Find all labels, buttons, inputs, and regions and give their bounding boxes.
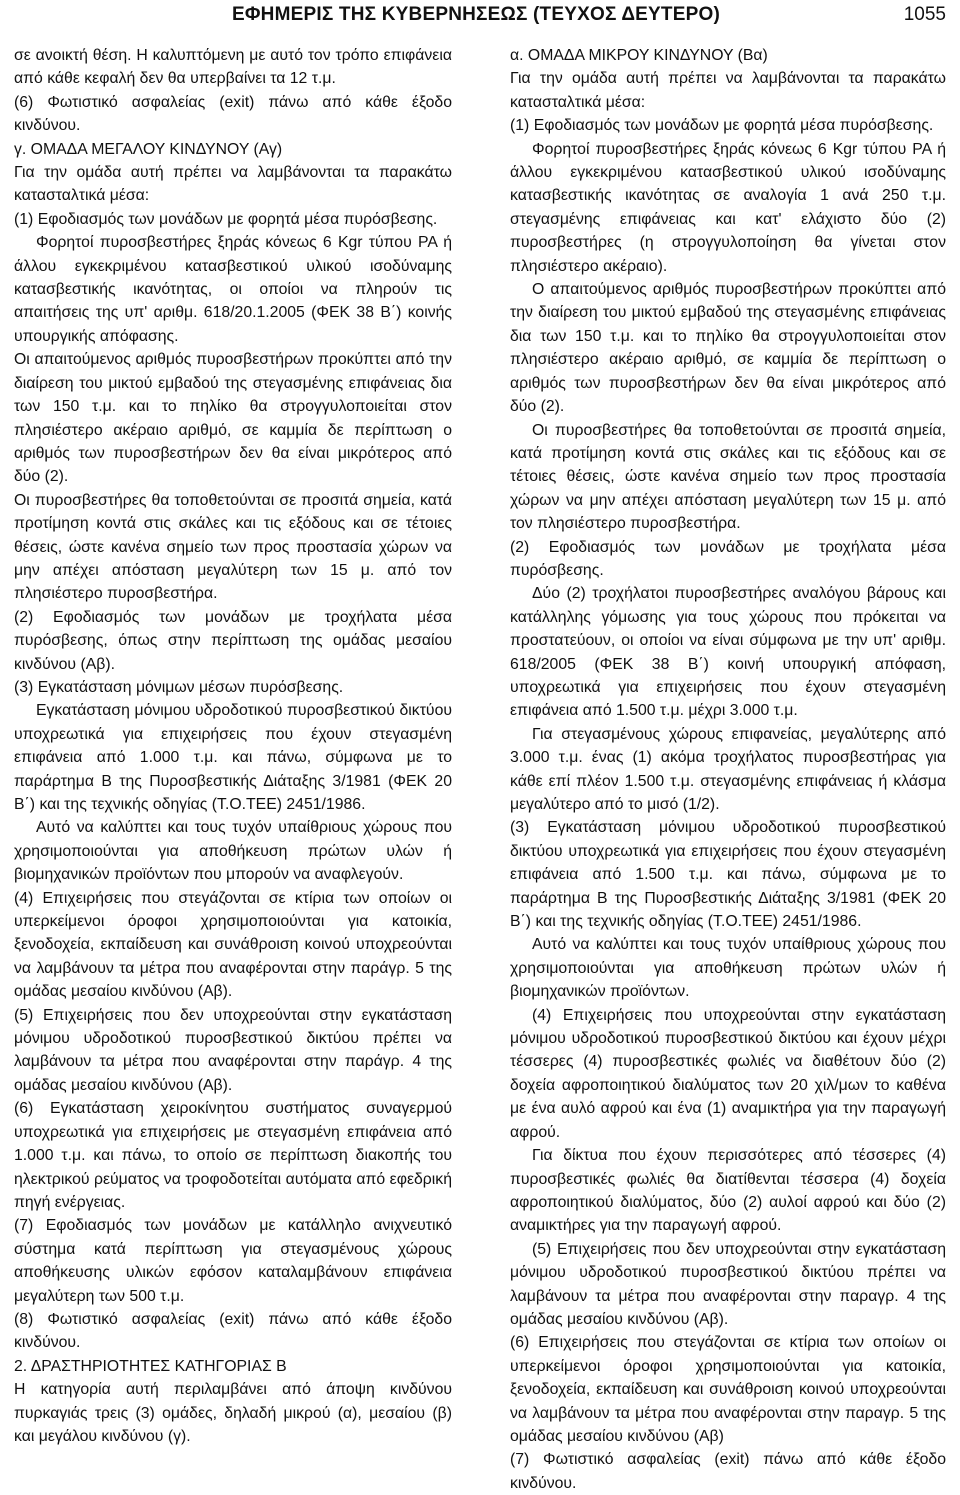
paragraph: (4) Επιχειρήσεις που υποχρεούνται στην εγκατάσταση μόνιμου υδροδοτικού πυροσβεστικού δικτύου και έχουν μέχρι τέσσερες (4) πυροσβεστικές φωλιές να διαθέτουν δύο (2) δοχεία αφροποιητικού διαλύματος των 20 χιλ/μων το καθένα με ένα αυλό αφρού και ένα (1) αναμικτήρα για την παραγωγή αφρού. — [510, 1006, 946, 1141]
paragraph: Φορητοί πυροσβεστήρες ξηράς κόνεως 6 Kgr τύπου ΡΑ ή άλλου εγκεκριμένου κατασβεστικού υλικού ισοδύναμης κατασβεστικής ικανότητας σε αναλογία 1 ανά 250 τ.μ. στεγασμένης επιφάνειας και κατ' ελάχιστο δύο (2) πυροσβεστήρες (η στρογγυλοποίηση θα γίνεται στον πλησιέστερο ακέραιο). — [510, 140, 946, 275]
paragraph: Ο απαιτούμενος αριθμός πυροσβεστήρων προκύπτει από την διαίρεση του μικτού εμβαδού της στεγασμένης επιφάνειας δια των 150 τ.μ. και το πηλίκο θα στρογγυλοποιείται στον πλησιέστερο ακέραιο αριθμό, σε καμμία δε περίπτωση ο αριθμός των πυροσβεστήρων δεν θα είναι μικρότερος από δύο (2). — [510, 281, 946, 416]
paragraph: Οι πυροσβεστήρες θα τοποθετούνται σε προσιτά σημεία, κατά προτίμηση κοντά στις σκάλες και τις εξόδους και σε τέτοιες θέσεις, ώστε κανένα σημείο των προς προστασία χώρων να μην απέχει απόσταση μεγαλύτερη των 15 μ. από τον πλησιέστερο πυροσβεστήρα. — [14, 491, 452, 603]
paragraph: Για την ομάδα αυτή πρέπει να λαμβάνονται τα παρακάτω κατασταλτικά μέσα: — [510, 70, 946, 111]
page-header — [0, 4, 960, 30]
section-heading: γ. ΟΜΑΔΑ ΜΕΓΑΛΟΥ ΚΙΝΔΥΝΟΥ (Αγ) — [14, 140, 283, 158]
paragraph: Για δίκτυα που έχουν περισσότερες από τέσσερες (4) πυροσβεστικές φωλιές θα διατίθενται τέσσερα (4) δοχεία αφροποιητικού διαλύματος, δύο (2) αυλοί αφρού και δύο (2) αναμικτήρες για την παραγωγή αφρού. — [510, 1147, 946, 1235]
paragraph: Η κατηγορία αυτή περιλαμβάνει από άποψη κινδύνου πυρκαγιάς τρεις (3) ομάδες, δηλαδή μικρού (α), μεσαίου (β) και μεγάλου κινδύνου (γ). — [14, 1381, 452, 1445]
paragraph: Αυτό να καλύπτει και τους τυχόν υπαίθριους χώρους που χρησιμοποιούνται για αποθήκευση πρώτων υλών ή βιομηχανικών προϊόντων. — [510, 936, 946, 1001]
paragraph: (4) Επιχειρήσεις που στεγάζονται σε κτίρια των οποίων οι υπερκείμενοι όροφοι χρησιμοποιούνται για κατοικία, ξενοδοχεία, εκπαίδευση και συνάθροιση κοινού υποχρεούνται να λαμβάνουν τα μέτρα που αναφέρονται στην παράγρ. 5 της ομάδας μεσαίου κινδύνου (Αβ). — [14, 889, 452, 1001]
page-number: 1055 — [903, 4, 946, 25]
paragraph: (1) Εφοδιασμός των μονάδων με φορητά μέσα πυρόσβεσης. — [510, 117, 934, 135]
left-column — [14, 44, 452, 1448]
paragraph: (6) Εγκατάσταση χειροκίνητου συστήματος συναγερμού υποχρεωτικά για επιχειρήσεις με στεγασμένη επιφάνεια από 1.000 τ.μ. και πάνω, το οποίο σε περίπτωση διακοπής του ηλεκτρικού ρεύματος να τροφοδοτείται αυτόματα από εφεδρική πηγή ενέργειας. — [14, 1100, 452, 1211]
paragraph: Για στεγασμένους χώρους επιφανείας, μεγαλύτερης από 3.000 τ.μ. ένας (1) ακόμα τροχήλατος πυροσβεστήρας για κάθε επί πλέον 1.500 τ.μ. στεγασμένης επιφάνειας ή κλάσμα μεγαλύτερο από το μισό (1/2). — [510, 725, 946, 813]
paragraph: σε ανοικτή θέση. Η καλυπτόμενη με αυτό τον τρόπο επιφάνεια από κάθε κεφαλή δεν θα υπερβαίνει τα 12 τ.μ. — [14, 47, 452, 88]
paragraph: (5) Επιχειρήσεις που δεν υποχρεούνται στην εγκατάσταση μόνιμου υδροδοτικού πυροσβεστικού δικτύου πρέπει να λαμβάνουν τα μέτρα που αναφέρονται στην παράγρ. 4 της ομάδας μεσαίου κινδύνου (Αβ). — [14, 1006, 452, 1094]
paragraph: (7) Φωτιστικό ασφαλείας (exit) πάνω από κάθε έξοδο κινδύνου. — [510, 1451, 946, 1492]
right-column — [510, 44, 946, 1495]
paragraph: (2) Εφοδιασμός των μονάδων με τροχήλατα μέσα πυρόσβεσης. — [510, 538, 946, 579]
gazette-title: ΕΦΗΜΕΡΙΣ ΤΗΣ ΚΥΒΕΡΝΗΣΕΩΣ (ΤΕΥΧΟΣ ΔΕΥΤΕΡΟ) — [232, 4, 720, 25]
paragraph: (7) Εφοδιασμός των μονάδων με κατάλληλο ανιχνευτικό σύστημα κατά περίπτωση για στεγασμένους χώρους αποθήκευσης υλικών εφόσον καταλαμβάνουν επιφάνεια μεγαλύτερη των 500 τ.μ. — [14, 1217, 452, 1305]
paragraph: Δύο (2) τροχήλατοι πυροσβεστήρες αναλόγου βάρους και κατάλληλης γόμωσης για τους χώρους που πρόκειται να προστατεύουν, οι οποίοι να είναι σύμφωνα με την υπ' αριθμ. 618/2005 (ΦΕΚ 38 Β΄) κοινή υπουργική απόφαση, υποχρεωτικά για επιχειρήσεις που έχουν στεγασμένη επιφάνεια από 1.500 τ.μ. μέχρι 3.000 τ.μ. — [510, 585, 946, 720]
section-heading: 2. ΔΡΑΣΤΗΡΙΟΤΗΤΕΣ ΚΑΤΗΓΟΡΙΑΣ Β — [14, 1357, 287, 1375]
paragraph: (6) Επιχειρήσεις που στεγάζονται σε κτίρια των οποίων οι υπερκείμενοι όροφοι χρησιμοποιούνται για κατοικία, ξενοδοχεία, εκπαίδευση και συνάθροιση κοινού υποχρεούνται να λαμβάνουν τα μέτρα που αναφέρονται στην παραγρ. 5 της ομάδας μεσαίου κινδύνου (Αβ) — [510, 1334, 946, 1445]
paragraph: Οι πυροσβεστήρες θα τοποθετούνται σε προσιτά σημεία, κατά προτίμηση κοντά στις σκάλες και τις εξόδους και σε τέτοιες θέσεις, ώστε κανένα σημείο των προς προστασία χώρων να μην απέχει απόσταση μεγαλύτερη των 15 μ. από τον πλησιέστερο πυροσβεστήρα. — [510, 421, 946, 533]
paragraph: (1) Εφοδιασμός των μονάδων με φορητά μέσα πυρόσβεσης. — [14, 210, 438, 228]
paragraph: (2) Εφοδιασμός των μονάδων με τροχήλατα μέσα πυρόσβεσης, όπως στην περίπτωση της ομάδας μεσαίου κινδύνου (Αβ). — [14, 608, 452, 673]
paragraph: Οι απαιτούμενος αριθμός πυροσβεστήρων προκύπτει από την διαίρεση του μικτού εμβαδού της στεγασμένης επιφάνειας δια των 150 τ.μ. και το πηλίκο θα στρογγυλοποιείται στον πλησιέστερο ακέραιο αριθμό, σε καμμία δε περίπτωση ο αριθμός των πυροσβεστήρων δεν θα είναι μικρότερος από δύο (2). — [14, 351, 452, 486]
paragraph: Αυτό να καλύπτει και τους τυχόν υπαίθριους χώρους που χρησιμοποιούνται για αποθήκευση πρώτων υλών ή βιομηχανικών προϊόντων που μπορούν να αναφλεγούν. — [14, 819, 452, 884]
paragraph: Φορητοί πυροσβεστήρες ξηράς κόνεως 6 Kgr τύπου ΡΑ ή άλλου εγκεκριμένου κατασβεστικού υλικού ισοδύναμης κατασβεστικής ικανότητας, οι οποίοι να πληρούν τις απαιτήσεις της υπ' αριθμ. 618/20.1.2005 (ΦΕΚ 38 Β΄) κοινής υπουργικής απόφασης. — [14, 234, 452, 345]
paragraph: (5) Επιχειρήσεις που δεν υποχρεούνται στην εγκατάσταση μόνιμου υδροδοτικού πυροσβεστικού δικτύου πρέπει να λαμβάνουν τα μέτρα που αναφέρονται στην παραγρ. 4 της ομάδας μεσαίου κινδύνου (Αβ). — [510, 1240, 946, 1328]
paragraph: (6) Φωτιστικό ασφαλείας (exit) πάνω από κάθε έξοδο κινδύνου. — [14, 93, 452, 135]
paragraph: (3) Εγκατάσταση μόνιμου υδροδοτικού πυροσβεστικού δικτύου υποχρεωτικά για επιχειρήσεις που έχουν στεγασμένη επιφάνεια από 1.500 τ.μ. και πάνω, σύμφωνα με το παράρτημα Β της Πυροσβεστικής Διάταξης 3/1981 (ΦΕΚ 20 Β΄) και της τεχνικής οδηγίας (Τ.Ο.ΤΕΕ) 2451/1986. — [510, 819, 946, 931]
paragraph: (3) Εγκατάσταση μόνιμων μέσων πυρόσβεσης. — [14, 678, 344, 696]
paragraph: Για την ομάδα αυτή πρέπει να λαμβάνονται τα παρακάτω κατασταλτικά μέσα: — [14, 164, 452, 205]
paragraph: (8) Φωτιστικό ασφαλείας (exit) πάνω από κάθε έξοδο κινδύνου. — [14, 1310, 452, 1352]
paragraph: Εγκατάσταση μόνιμου υδροδοτικού πυροσβεστικού δικτύου υποχρεωτικά για επιχειρήσεις που έχουν στεγασμένη επιφάνεια από 1.000 τ.μ. και πάνω, σύμφωνα με το παράρτημα Β της Πυροσβεστικής Διάταξης 3/1981 (ΦΕΚ 20 Β΄) και της τεχνικής οδηγίας (Τ.Ο.ΤΕΕ) 2451/1986. — [14, 702, 452, 813]
section-heading: α. ΟΜΑΔΑ ΜΙΚΡΟΥ ΚΙΝΔΥΝΟΥ (Βα) — [510, 47, 768, 64]
